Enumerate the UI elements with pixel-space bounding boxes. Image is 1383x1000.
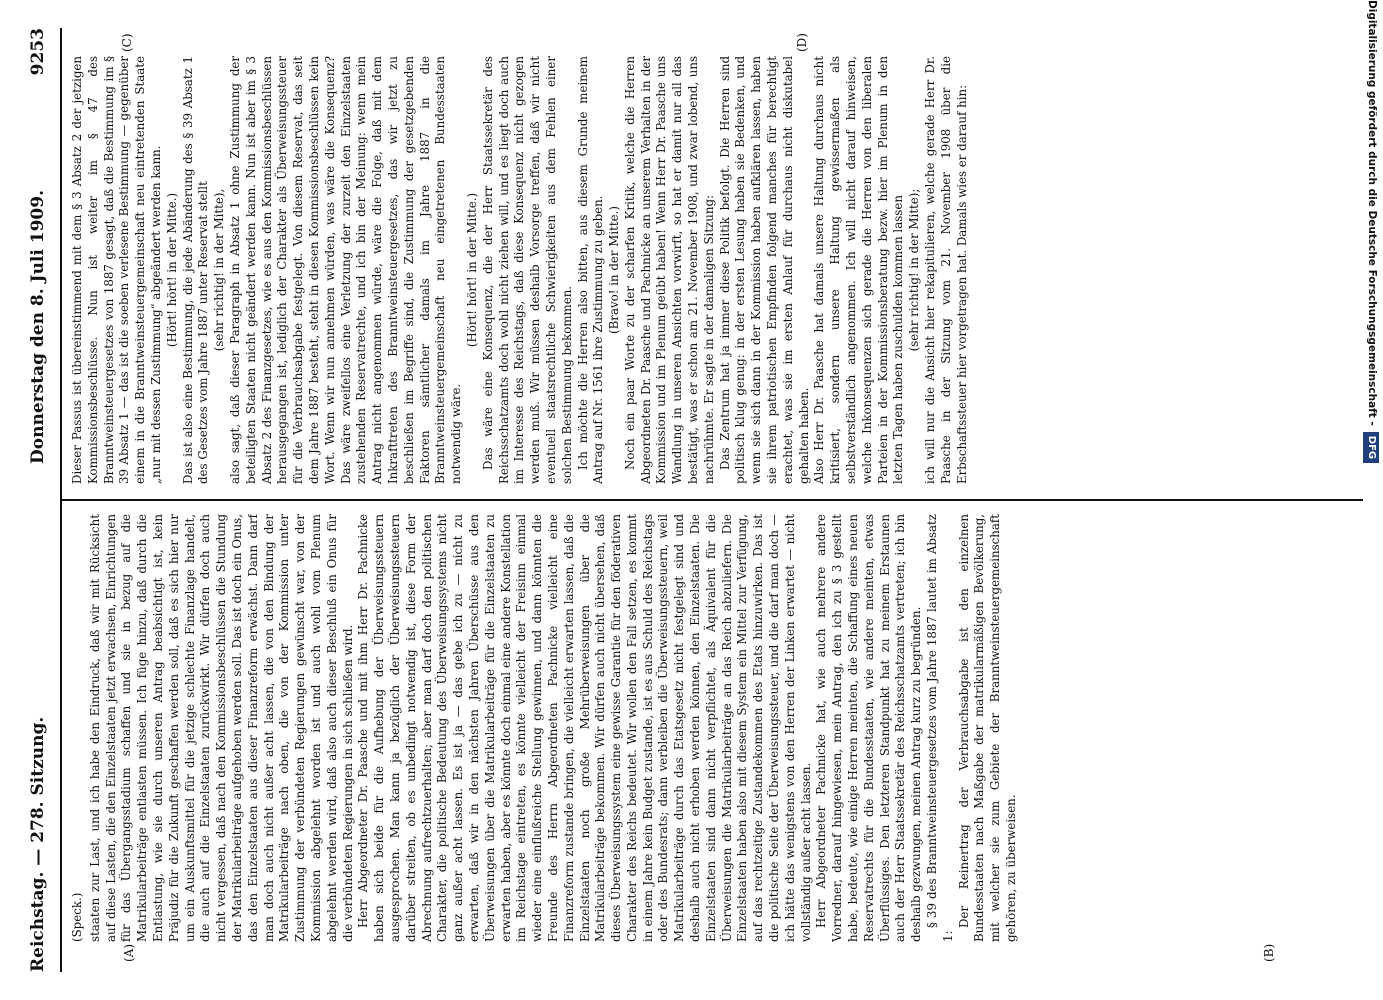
page-number: 9253 <box>28 28 48 76</box>
digitization-note <box>1364 0 1383 1000</box>
paragraph: also sagt, daß dieser Paragraph in Absatz 1 ohne Zustimmung der beteiligten Staaten nicht geändert werden kann. Nun ist aber im § 3 Absatz 2 des Finanzgesetzes, wie es aus den Kommissionsbeschlüssen herausgegangen ist, lediglich der Charakter als Überweisungssteuer für die Verbrauchsabgabe festgelegt. Von diesem Reservat, das seit dem Jahre 1887 besteht, steht in diesen Kommissionsbeschlüssen kein Wort. Wenn wir nun annehmen würden, was wäre die Konsequenz? Das wäre zweifellos eine Verletzung der zurzeit den Einzelstaaten zustehenden Reservatrechte, und ich bin der Meinung: wenn mein Antrag nicht angenommen würde, wäre die Folge, daß mit dem Inkrafttreten des Branntweinsteuergesetzes, das wir jetzt zu beschließen im Begriffe sind, die Zustimmung der gesetzgebenden Faktoren sämtlicher damals im Jahre 1887 in die Branntweinsteuergemeinschaft neu eingetretenen Bundesstaaten notwendig wäre. <box>227 56 464 484</box>
interjection: (Bravo! in der Mitte.) <box>607 206 622 334</box>
paragraph: Herr Abgeordneter Dr. Paasche und mit ihm Herr Dr. Pachnicke haben sich beide für die Aufhebung der Überweisungssteuern ausgesprochen. Man kann ja bezüglich der Überweisungssteuern darüber streiten, ob es unbedingt notwendig ist, diese Form der Abrechnung aufrechtzuerhalten; aber man darf doch den politischen Charakter, die politische Bedeutung des Überweisungssystems nicht ganz außer acht lassen. Es ist ja — das gebe ich zu — nicht zu erwarten, daß wir in den nächsten Jahren Überschüsse aus den Überweisungen über die Matrikularbeiträge für die Einzelstaaten zu erwarten haben, aber es könnte doch einmal eine andere Konstellation im Reichstage eintreten, es könnte vielleicht der Freisinn einmal wieder eine einflußreiche Stellung gewinnen, und dann könnten die Freunde des Herrn Abgeordneten Pachnicke vielleicht eine Finanzreform zustande bringen, die vielleicht erwarten lassen, daß die Einzelstaaten noch große Mehrüberweisungen über die Matrikularbeiträge bekommen. Wir dürfen auch nicht übersehen, daß dieses Überweisungssystem eine gewisse Garantie für den föderativen Charakter des Reichs bedeutet. Wir wollen den Fall setzen, es kommt in einem Jahre kein Budget zustande, ist es aus Schuld des Reichstags oder des Bundesrats; dann verbleiben die Überweisungssteuern, weil Matrikularbeiträge durch das Etatsgesetz nicht festgelegt sind und deshalb auch nicht erhoben werden können, den Einzelstaaten. Die Einzelstaaten sind dann nicht verpflichtet, als Äquivalent für die Überweisungen die Matrikularbeiträge an das Reich abzuliefern. Die Einzelstaaten haben also mit diesem System ein Mittel zur Verfügung, auf das rechtzeitige Zustandekommen des Etats hinzuwirken. Das ist die politische Seite der Überweisungssteuer, und die darf man doch — ich hätte das wenigstens von den Herren der Linken erwartet — nicht vollständig außer acht lassen. <box>356 514 813 942</box>
header-date: Donnerstag den 8. Juli 1909. <box>28 190 48 464</box>
interjection: (Hört! hört! in der Mitte.) <box>464 192 479 348</box>
paragraph: ich will nur die Ansicht hier rekapitulieren, welche gerade Herr Dr. Paasche in der Sitzung vom 21. November 1908 über die Erbschaftssteuer hier vorgetragen hat. Damals wies er darauf hin: <box>923 56 969 484</box>
paragraph: Das ist also eine Bestimmung, die jede Abänderung des § 39 Absatz 1 des Gesetzes vom Jahre 1887 unter Reservat stellt <box>180 56 211 484</box>
interjection: (Hört! hört! in der Mitte.) <box>164 192 179 348</box>
margin-marker-c: (C) <box>120 33 134 52</box>
quote-paragraph: Das Zentrum hat ja immer diese Politik befolgt. Die Herren sind politisch klug genug: in der ersten Lesung haben sie Bedenken, und wenn sie sich dann in der Kommission haben aufklären lassen, haben sie ihrem patriotischen Empfinden folgend manches für berechtigt erachtet, was sie im ersten Anlauf für durchaus nicht diskutabel gehalten haben. <box>717 56 811 484</box>
left-column <box>70 514 1363 942</box>
margin-marker-b: (B) <box>1262 943 1276 962</box>
right-column <box>70 56 1363 484</box>
paragraph: Also Herr Dr. Paasche hat damals unsere Haltung durchaus nicht kritisiert, sondern unsere Haltung gewissermaßen als selbstverständlich angenommen. Ich will nicht darauf hinweisen, welche Inkonsequenzen sich gerade die Herren von den liberalen Parteien in der Kommissionsberatung bezw. hier im Plenum in den letzten Tagen haben zuschulden kommen lassen <box>812 56 906 484</box>
paragraph: Noch ein paar Worte zu der scharfen Kritik, welche die Herren Abgeordneten Dr. Paasche und Pachnicke an unserem Verhalten in der Kommission und im Plenum geübt haben! Wenn Herr Dr. Paasche uns Wandlung in unseren Ansichten vorwirft, so hat er damit nur all das bestätigt, was er schon am 21. November 1908, und zwar lobend, uns nachrühmte. Er sagte in der damaligen Sitzung: <box>622 56 716 484</box>
dfg-logo: DFG <box>1363 432 1379 463</box>
margin-marker-a: (A) <box>122 943 136 962</box>
margin-marker-d: (D) <box>795 33 809 52</box>
paragraph: Das wäre eine Konsequenz, die der Herr Staatssekretär des Reichsschatzamts doch wohl nicht ziehen will, und es liegt doch auch im Interesse des Reichstags, daß diese Konsequenz nicht gezogen werden muß. Wir müssen deshalb Vorsorge treffen, daß wir nicht eventuell staatsrechtliche Schwierigkeiten aus dem Fehlen einer solchen Bestimmung bekommen. <box>480 56 574 484</box>
column-divider <box>60 499 1363 501</box>
paragraph: § 39 des Branntweinsteuergesetzes vom Jahre 1887 lautet im Absatz 1: <box>925 514 955 942</box>
interjection: (sehr richtig! in der Mitte), <box>212 188 227 352</box>
digitization-text: Digitalisierung gefördert durch die Deutsche Forschungsgemeinschaft - <box>1366 0 1378 426</box>
paragraph: staaten zur Last, und ich habe den Eindruck, daß wir mit Rücksicht auf diese Lasten, die den Einzelstaaten jetzt erwachsen, Einrichtungen für das Übergangsstadium schaffen und sie in bezug auf die Matrikularbeiträge entlasten müssen. Ich füge hinzu, daß durch die Entlastung, wie sie durch unseren Antrag beabsichtigt ist, kein Präjudiz für die Zukunft geschaffen werden soll, daß es sich hier nur um ein Auskunftsmittel für die jetzige schlechte Finanzlage handelt, die auch auf die Einzelstaaten zurückwirkt. Wir dürfen doch auch nicht vergessen, daß nach den Kommissionsbeschlüssen die Stundung der Matrikularbeiträge aufgehoben werden soll. Das ist doch ein Onus, das den Einzelstaaten aus dieser Finanzreform erwächst. Dann darf man doch auch nicht außer acht lassen, die von den Bindung der Matrikularbeiträge nach oben, die von der Kommission unter Zustimmung der verbündeten Regierungen gewünscht war, von der Kommission abgelehnt worden ist und auch wohl vom Plenum abgelehnt werden wird, daß also auch dieser Beschluß ein Onus für die verbündeten Regierungen in sich schließen wird. <box>87 514 355 942</box>
paragraph: Dieser Passus ist übereinstimmend mit dem § 3 Absatz 2 der jetzigen Kommissionsbeschlüsse. Nun ist weiter im § 47 des Branntweinsteuergesetzes von 1887 gesagt, daß die Bestimmung im § 39 Absatz 1 — das ist die soeben verlesene Bestimmung — gegenüber einem in die Branntweinsteuergemeinschaft neu eintretenden Staate „nur mit dessen Zustimmung“ abgeändert werden kann. <box>70 56 163 484</box>
paragraph: Ich möchte die Herren also bitten, aus diesem Grunde meinem Antrag auf Nr. 1561 ihre Zustimmung zu geben. <box>575 56 606 484</box>
paragraph: Herr Abgeordneter Pachnicke hat, wie auch mehrere andere Vorredner, darauf hingewiesen, mein Antrag, den ich zu § 3 gestellt habe, bedeute, wie einige Herren meinten, die Schaffung eines neuen Reservatrechts für die Bundesstaaten, wie andere meinten, etwas Überflüssiges. Den letzteren Standpunkt hat zu meinem Erstaunen auch der Herr Staatssekretär des Reichsschatzamts vertreten; ich bin deshalb gezwungen, meinen Antrag kurz zu begründen. <box>814 514 924 942</box>
quote-paragraph: Der Reinertrag der Verbrauchsabgabe ist den einzelnen Bundesstaaten nach Maßgabe der matrikularmäßigen Bevölkerung, mit welcher sie zum Gebiete der Branntweinsteuergemeinschaft gehören, zu überweisen. <box>956 514 1019 942</box>
interjection: (sehr richtig! in der Mitte); <box>907 188 922 352</box>
page-header <box>28 0 58 1000</box>
speaker-label: (Speck.) <box>70 892 84 942</box>
header-session: Reichstag. — 278. Sitzung. <box>28 716 48 972</box>
